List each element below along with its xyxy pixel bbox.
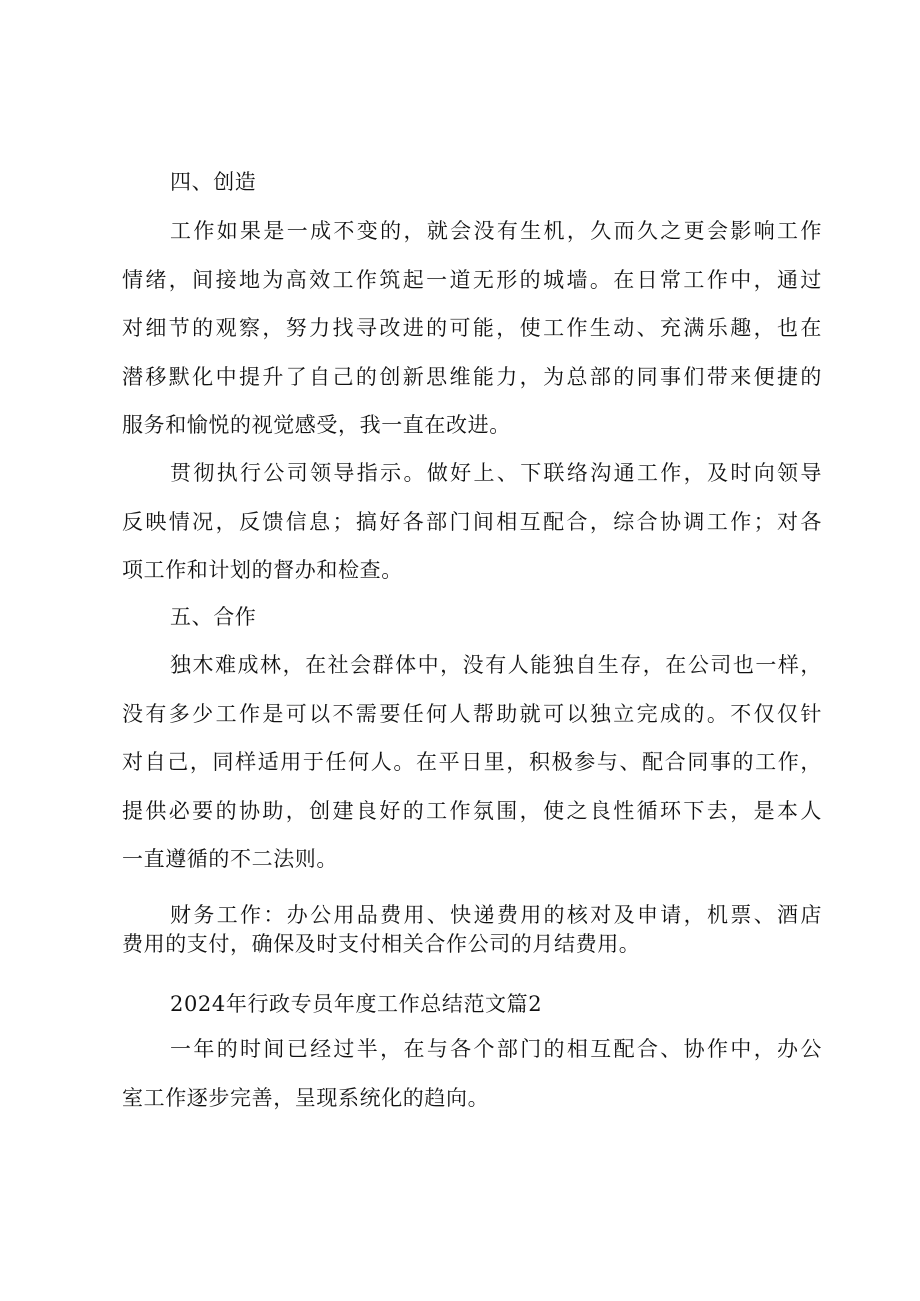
- text-line: 财务工作：办公用品费用、快递费用的核对及申请，机票、酒店: [170, 903, 822, 927]
- text-line: 没有多少工作是可以不需要任何人帮助就可以独立完成的。不仅仅针: [122, 701, 822, 726]
- paragraph-create-1: [122, 207, 822, 450]
- text-line: 对自己，同样适用于任何人。在平日里，积极参与、配合同事的工作，: [122, 750, 822, 774]
- paragraph-cooperate-1: [122, 641, 822, 884]
- article-title: 2024年行政专员年度工作总结范文篇2: [170, 992, 543, 1016]
- text-line: 独木难成林，在社会群体中，没有人能独自生存，在公司也一样，: [170, 653, 822, 677]
- text-line: 费用的支付，确保及时支付相关合作公司的月结费用。: [122, 932, 641, 956]
- text-line: 一直遵循的不二法则。: [122, 847, 338, 871]
- section-heading-create: 四、创造: [170, 170, 257, 194]
- text-line: 工作如果是一成不变的，就会没有生机，久而久之更会影响工作: [170, 219, 822, 243]
- text-line: 潜移默化中提升了自己的创新思维能力，为总部的同事们带来便捷的: [122, 364, 822, 389]
- paragraph-create-2: [122, 449, 822, 595]
- text-line: 室工作逐步完善，呈现系统化的趋向。: [122, 1085, 490, 1110]
- text-line: 情绪，间接地为高效工作筑起一道无形的城墙。在日常工作中，通过: [122, 267, 822, 292]
- text-line: 服务和愉悦的视觉感受，我一直在改进。: [122, 413, 511, 437]
- paragraph-article2-1: [122, 1025, 822, 1122]
- text-line: 项工作和计划的督办和检查。: [122, 558, 403, 582]
- text-line: 对细节的观察，努力找寻改进的可能，使工作生动、充满乐趣，也在: [122, 316, 822, 340]
- section-heading-cooperate: 五、合作: [170, 605, 257, 629]
- paragraph-finance: [122, 901, 822, 959]
- text-line: 贯彻执行公司领导指示。做好上、下联络沟通工作，及时向领导: [170, 461, 822, 485]
- text-line: 一年的时间已经过半，在与各个部门的相互配合、协作中，办公: [170, 1037, 822, 1061]
- text-line: 提供必要的协助，创建良好的工作氛围，使之良性循环下去，是本人: [122, 798, 822, 823]
- text-line: 反映情况，反馈信息；搞好各部门间相互配合，综合协调工作；对各: [122, 509, 822, 534]
